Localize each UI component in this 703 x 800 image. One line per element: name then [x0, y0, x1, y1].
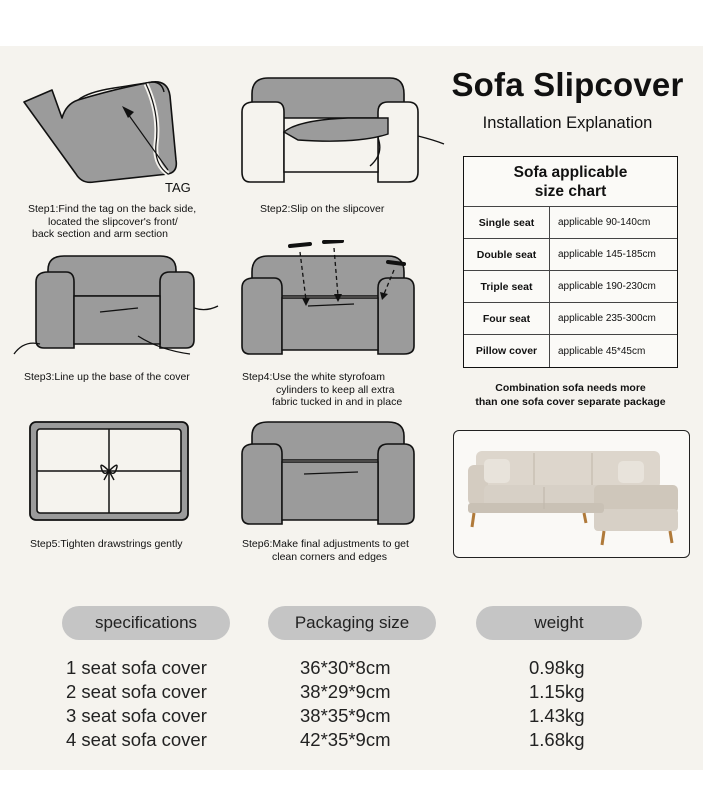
specifications-header: specifications [62, 606, 230, 640]
step4-illustration [238, 240, 423, 362]
step1-caption: Step1:Find the tag on the back side, located the slipcover's front/ back section and arm section [28, 203, 197, 240]
size-chart-row [464, 335, 677, 367]
seat-range: applicable 235-300cm [558, 313, 656, 324]
seat-range: applicable 145-185cm [558, 249, 656, 260]
sectional-sofa-image [454, 431, 689, 557]
step5-caption: Step5:Tighten drawstrings gently [30, 538, 183, 550]
seat-type: Pillow cover [464, 335, 550, 367]
step5-illustration [28, 420, 190, 522]
packaging-cell: 36*30*8cm [300, 657, 391, 678]
packaging-cell: 38*29*9cm [300, 681, 391, 702]
seat-type: Triple seat [464, 271, 550, 302]
size-chart-row [464, 207, 677, 239]
spec-cell: 4 seat sofa cover [66, 729, 207, 750]
seat-range: applicable 190-230cm [558, 281, 656, 292]
seat-type: Single seat [464, 207, 550, 238]
size-chart-row [464, 271, 677, 303]
combination-note: Combination sofa needs more than one sofa cover separate package [475, 382, 666, 408]
weight-cell: 1.68kg [529, 729, 585, 750]
step6-caption: Step6:Make final adjustments to get clean corners and edges [242, 538, 409, 563]
size-chart-row [464, 239, 677, 271]
spec-cell: 3 seat sofa cover [66, 705, 207, 726]
weight-cell: 1.15kg [529, 681, 585, 702]
weight-cell: 0.98kg [529, 657, 585, 678]
step4-caption: Step4:Use the white styrofoam cylinders to keep all extra fabric tucked in and in place [242, 371, 403, 408]
step6-illustration [238, 420, 423, 528]
sofa-photo [453, 430, 690, 558]
page-subtitle: Installation Explanation [482, 114, 653, 132]
weight-cell: 1.43kg [529, 705, 585, 726]
size-chart-row [464, 303, 677, 335]
size-chart [463, 156, 678, 368]
spec-column [66, 656, 207, 752]
spec-cell: 2 seat sofa cover [66, 681, 207, 702]
weight-column [529, 656, 585, 752]
bottom-margin [0, 770, 703, 800]
tag-label: TAG [165, 180, 191, 195]
step3-illustration [10, 250, 220, 365]
packaging-cell: 42*35*9cm [300, 729, 391, 750]
step3-caption: Step3:Line up the base of the cover [24, 371, 190, 383]
weight-header: weight [476, 606, 642, 640]
packaging-cell: 38*35*9cm [300, 705, 391, 726]
page-title: Sofa Slipcover [451, 66, 684, 103]
step2-caption: Step2:Slip on the slipcover [260, 203, 385, 215]
step2-illustration [238, 74, 448, 194]
seat-type: Four seat [464, 303, 550, 334]
seat-type: Double seat [464, 239, 550, 270]
top-margin [0, 0, 703, 46]
packaging-column [300, 656, 391, 752]
seat-range: applicable 45*45cm [558, 345, 646, 357]
spec-cell: 1 seat sofa cover [66, 657, 207, 678]
size-chart-title: Sofa applicable size chart [464, 157, 677, 207]
packaging-size-header: Packaging size [268, 606, 436, 640]
seat-range: applicable 90-140cm [558, 217, 651, 228]
